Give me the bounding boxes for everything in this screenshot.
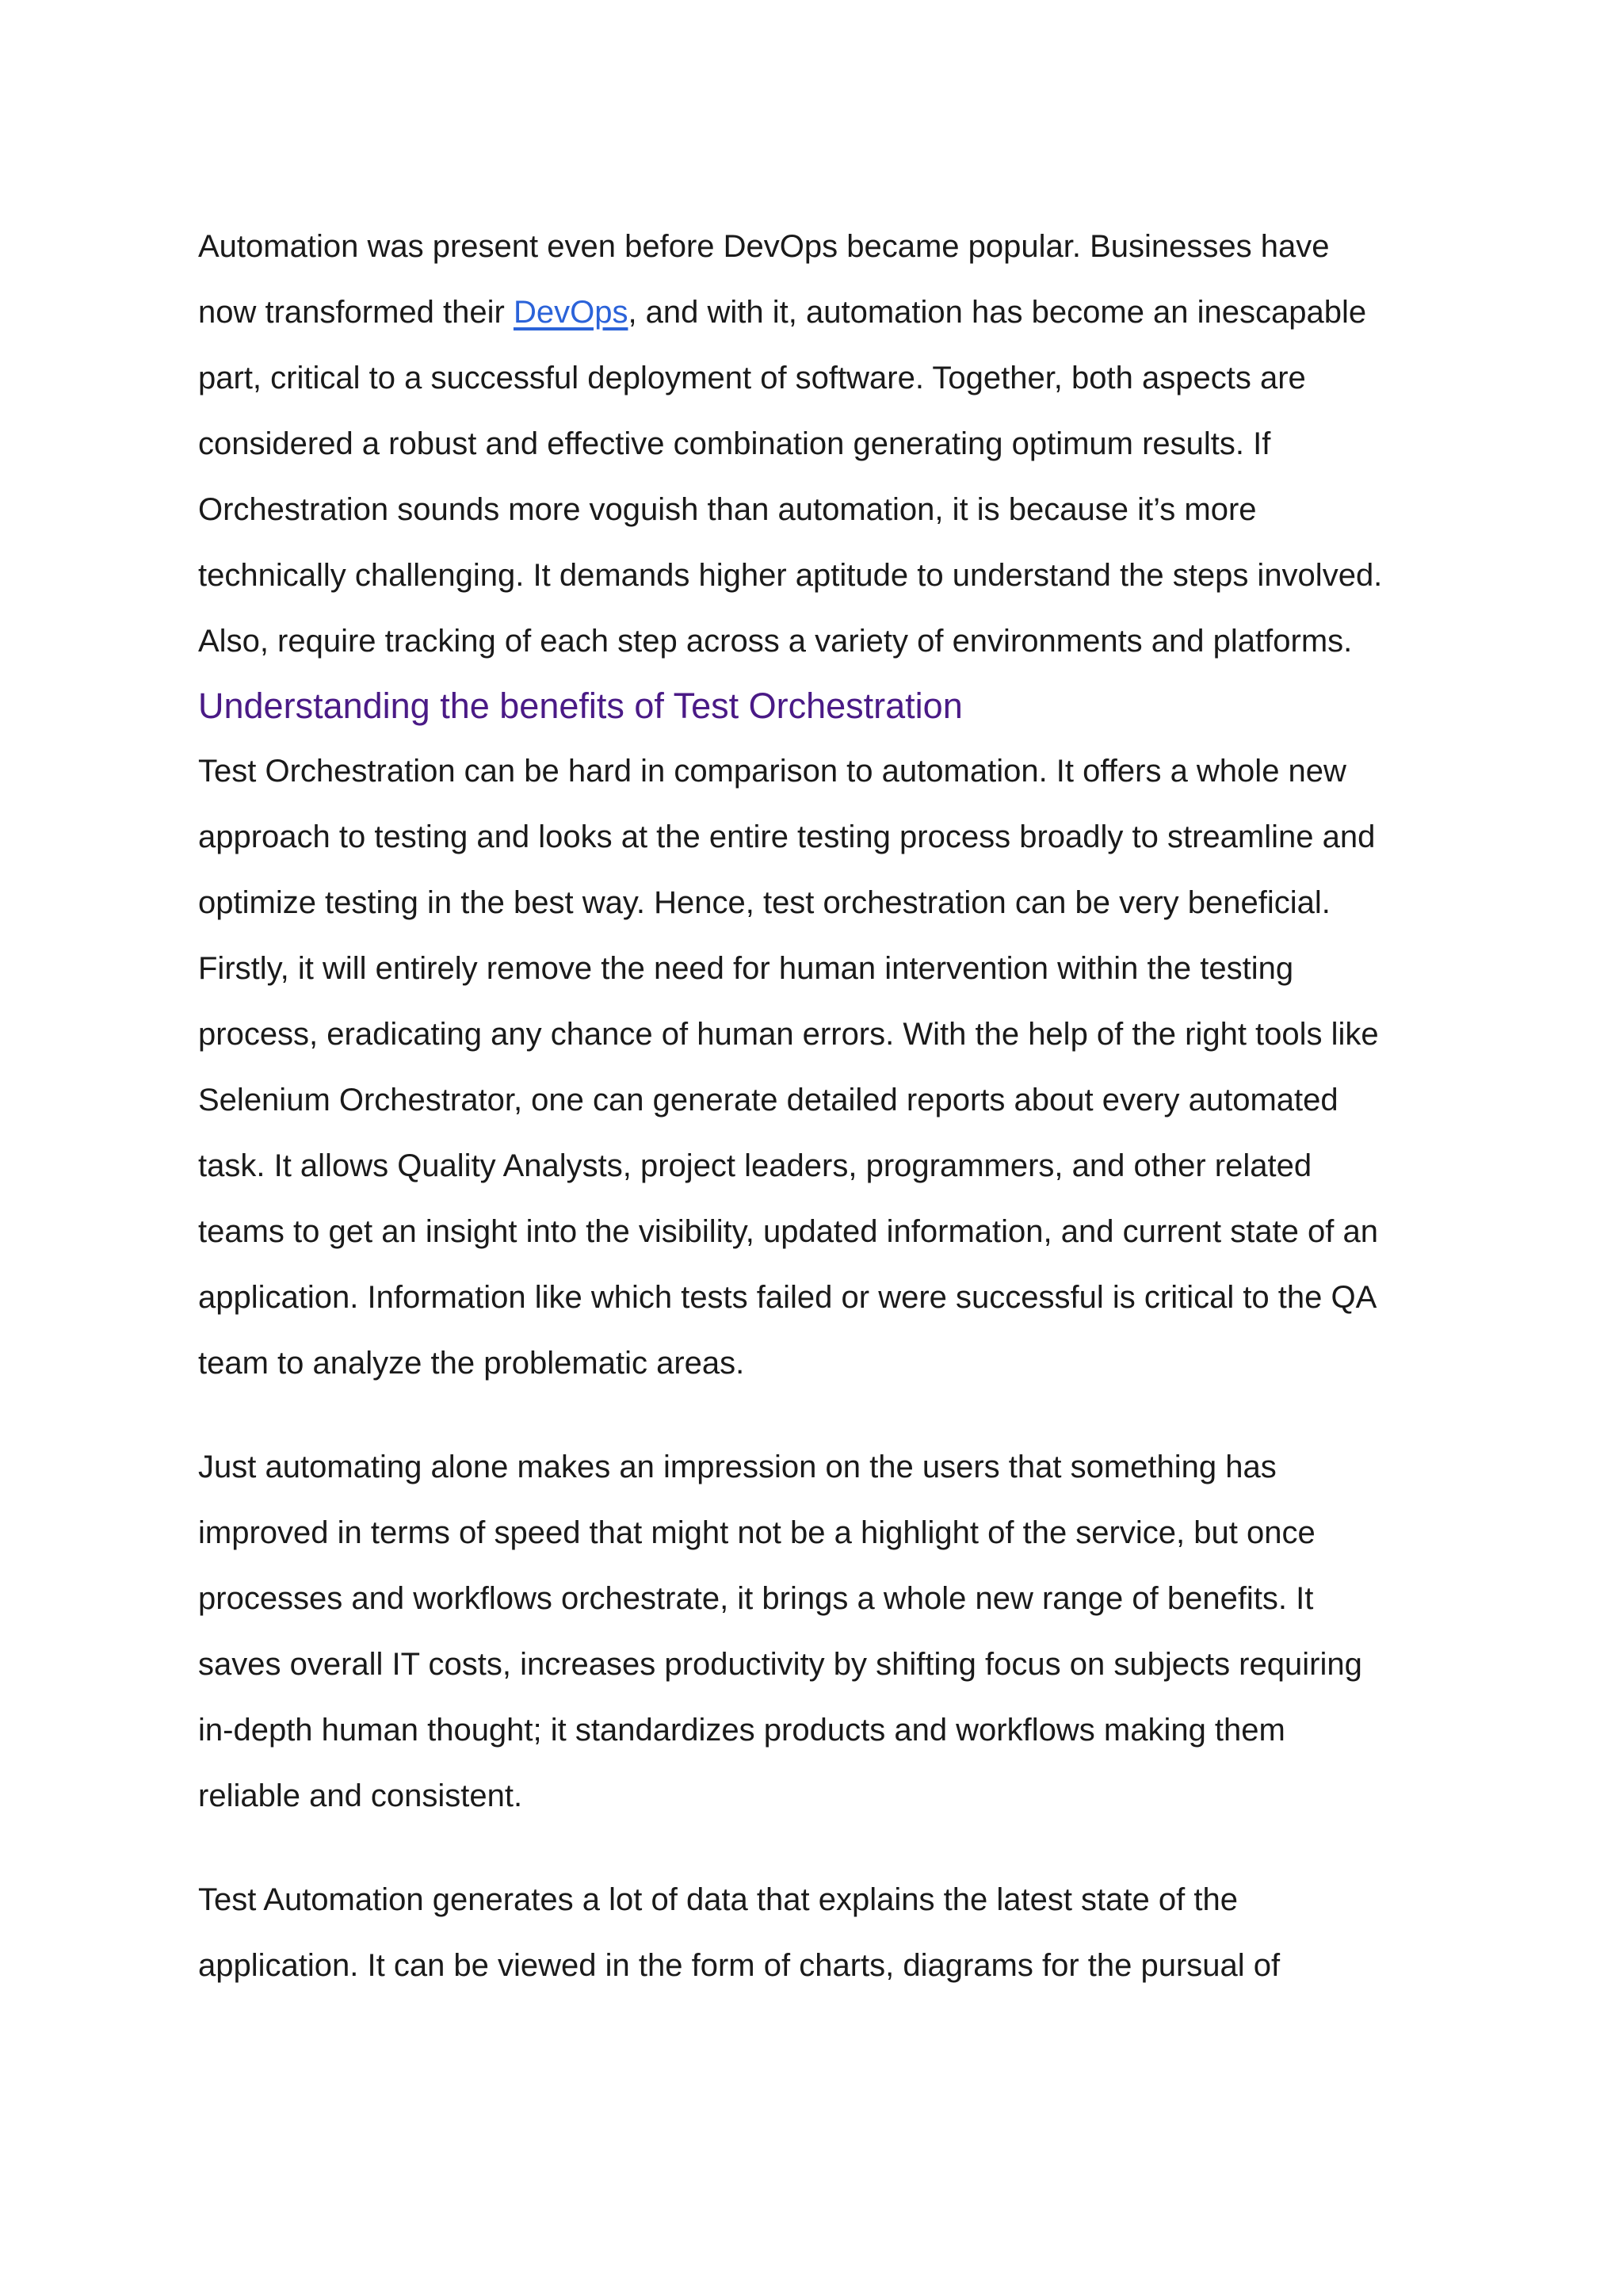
- text-line: optimize testing in the best way. Hence, test orchestration can be very beneficial.: [198, 885, 1331, 920]
- text-line: improved in terms of speed that might not be a highlight of the service, but once: [198, 1515, 1316, 1550]
- text-line: Automation was present even before DevOps became popular. Businesses have: [198, 229, 1330, 264]
- text-line: reliable and consistent.: [198, 1778, 523, 1813]
- text-line: considered a robust and effective combination generating optimum results. If: [198, 426, 1271, 461]
- text-line: Also, require tracking of each step across a variety of environments and platforms.: [198, 624, 1353, 659]
- text-line: Test Automation generates a lot of data that explains the latest state of the: [198, 1882, 1238, 1917]
- text-line: process, eradicating any chance of human errors. With the help of the right tools like: [198, 1017, 1379, 1052]
- text-line: task. It allows Quality Analysts, project leaders, programmers, and other related: [198, 1148, 1312, 1183]
- intro-paragraph: [198, 214, 1450, 674]
- text-line: application. Information like which tests failed or were successful is critical to the QA: [198, 1280, 1377, 1315]
- text-line: Selenium Orchestrator, one can generate detailed reports about every automated: [198, 1083, 1338, 1117]
- text-line: in-depth human thought; it standardizes products and workflows making them: [198, 1713, 1285, 1748]
- text-line: Just automating alone makes an impression on the users that something has: [198, 1450, 1277, 1484]
- automation-paragraph: [198, 1435, 1450, 1829]
- text-line: saves overall IT costs, increases productivity by shifting focus on subjects requiring: [198, 1647, 1362, 1682]
- text-line: teams to get an insight into the visibility, updated information, and current state of an: [198, 1214, 1379, 1249]
- text-line: approach to testing and looks at the entire testing process broadly to streamline and: [198, 819, 1376, 854]
- text-segment: , and with it, automation has become an inescapable: [628, 295, 1367, 330]
- benefits-paragraph: [198, 739, 1450, 1396]
- text-line: Test Orchestration can be hard in comparison to automation. It offers a whole new: [198, 754, 1346, 789]
- text-line: technically challenging. It demands higher aptitude to understand the steps involved.: [198, 558, 1383, 593]
- text-segment: now transformed their: [198, 295, 514, 330]
- text-line: application. It can be viewed in the form of charts, diagrams for the pursual of: [198, 1948, 1281, 1983]
- devops-link[interactable]: DevOps: [513, 295, 628, 330]
- text-line: part, critical to a successful deployment of software. Together, both aspects are: [198, 361, 1306, 395]
- section-heading: Understanding the benefits of Test Orchestration: [198, 686, 963, 726]
- text-line: Orchestration sounds more voguish than automation, it is because it’s more: [198, 492, 1257, 527]
- text-line: Firstly, it will entirely remove the need for human intervention within the testing: [198, 951, 1294, 986]
- data-paragraph: [198, 1867, 1450, 1999]
- text-line: [198, 280, 1450, 346]
- document-page: [198, 214, 1450, 1999]
- text-line: processes and workflows orchestrate, it brings a whole new range of benefits. It: [198, 1581, 1314, 1616]
- text-line: team to analyze the problematic areas.: [198, 1346, 745, 1381]
